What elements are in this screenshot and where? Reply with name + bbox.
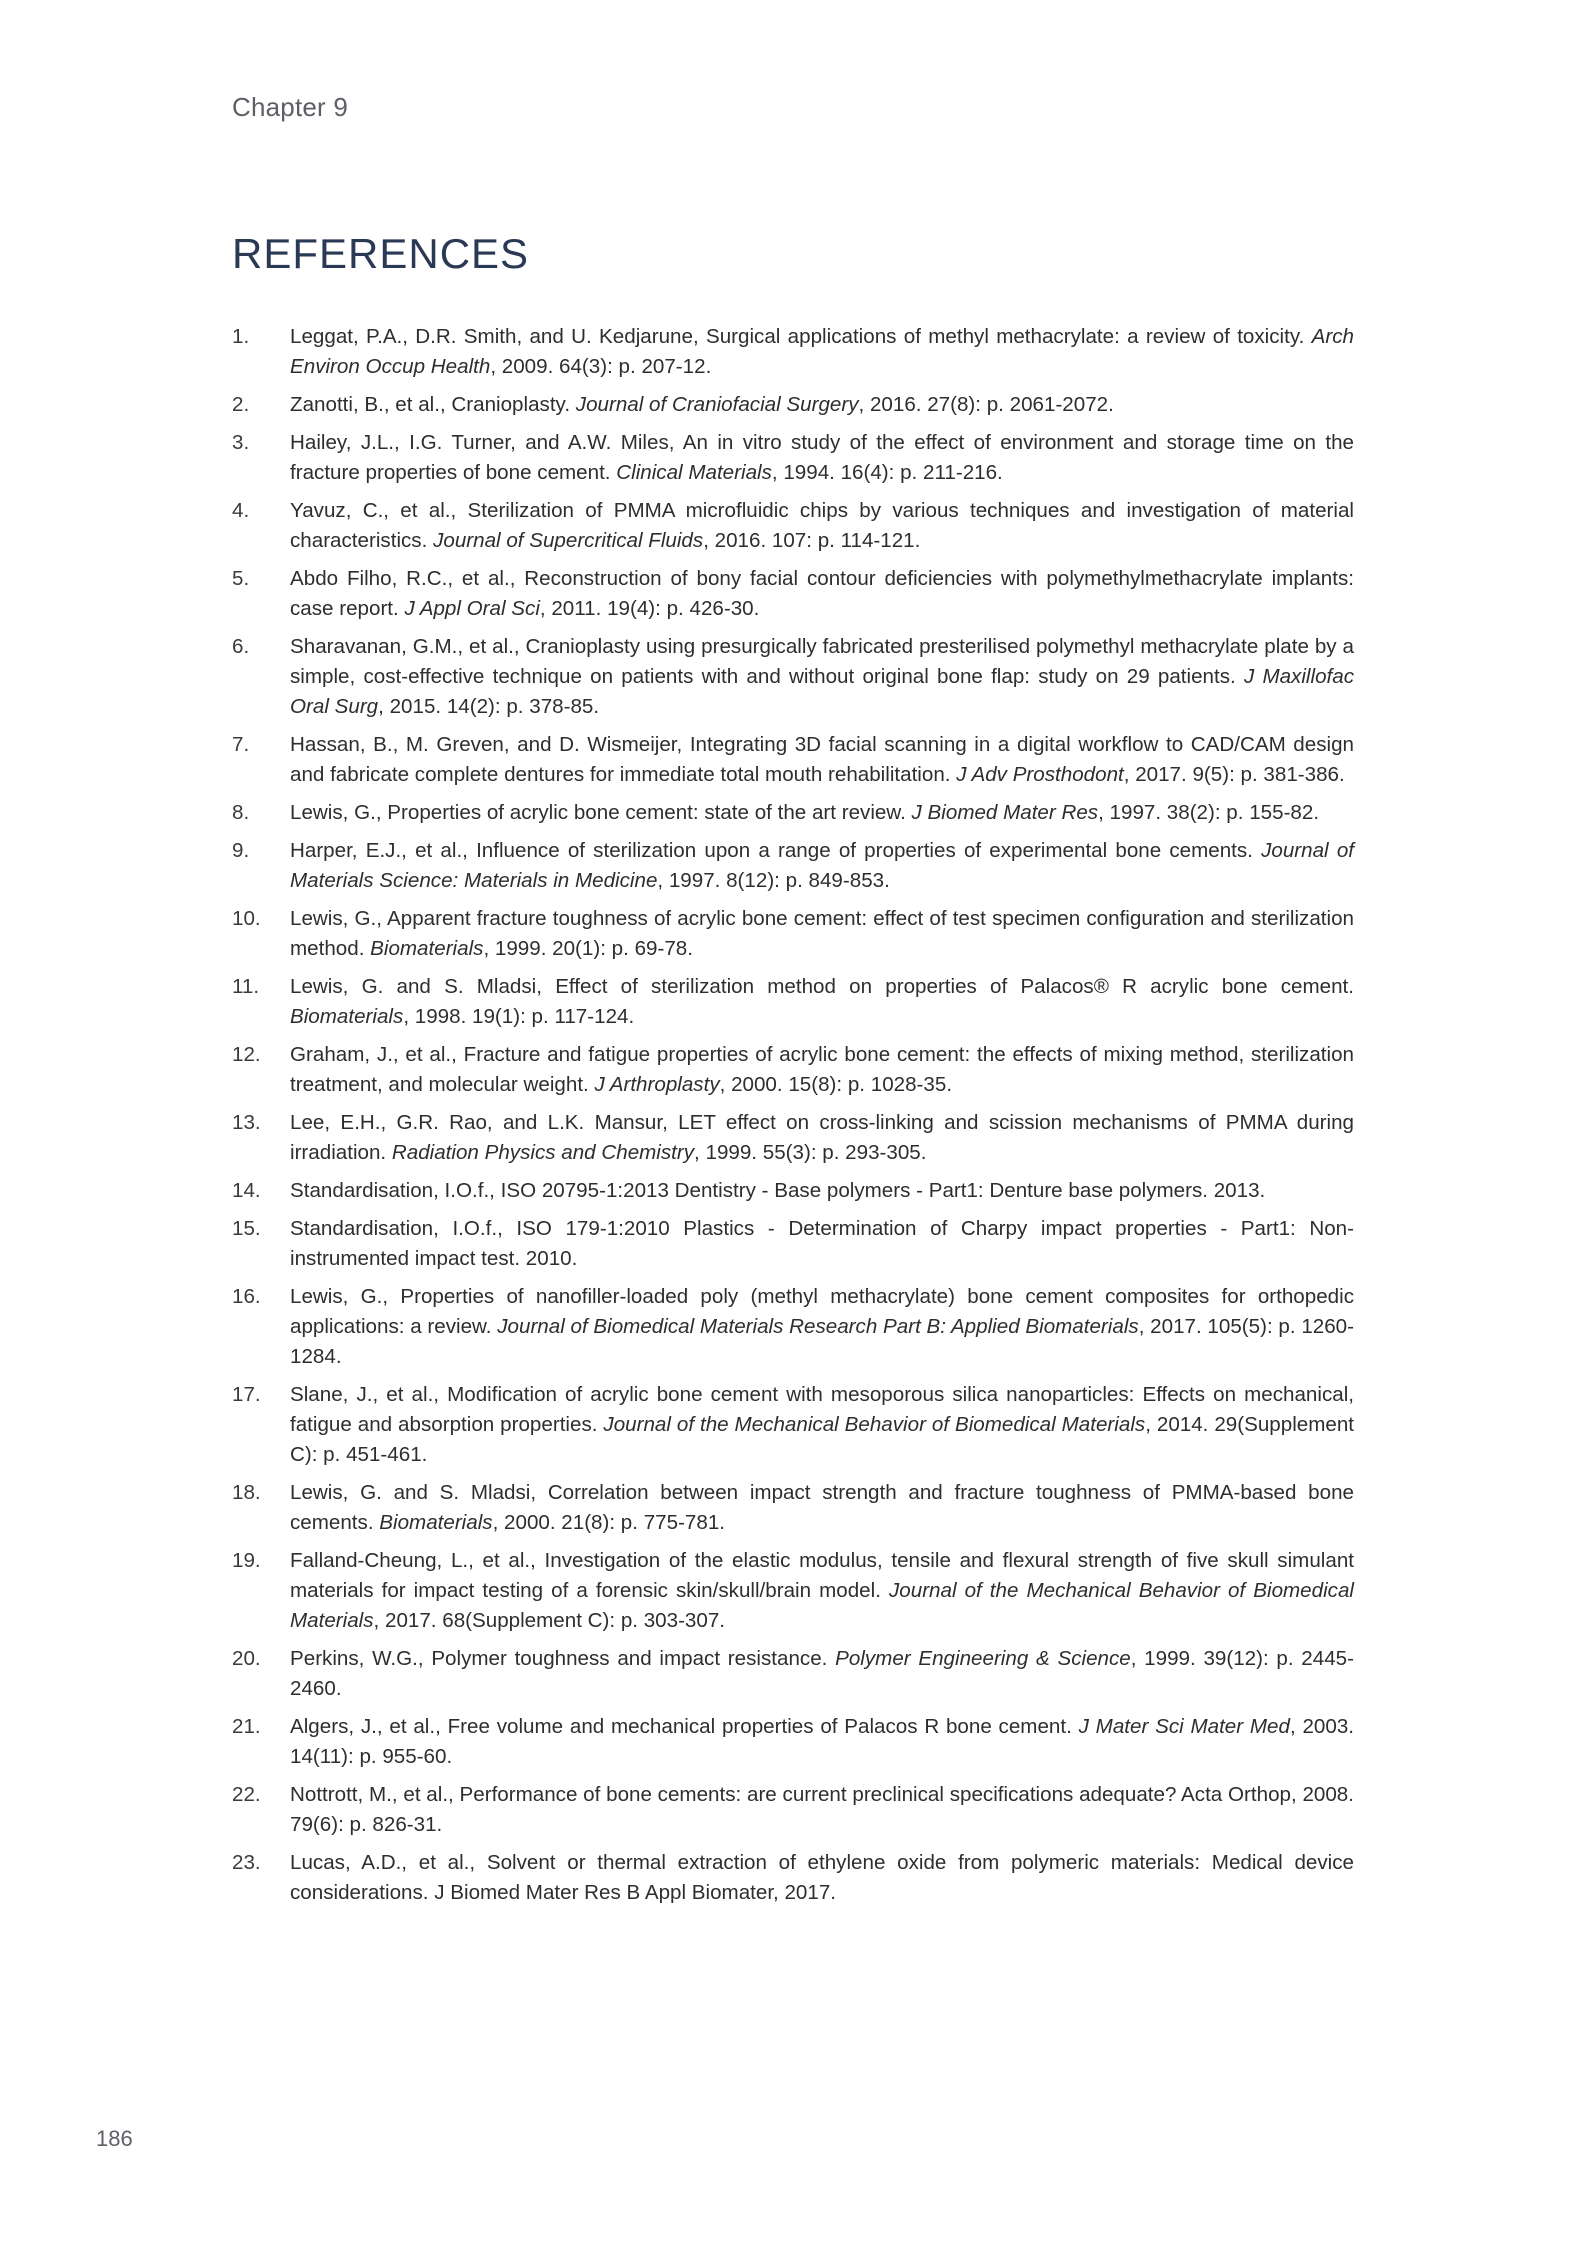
reference-text (290, 1712, 1354, 1772)
reference-journal: J Biomed Mater Res (911, 801, 1099, 824)
reference-citation: Sharavanan, G.M., et al., Cranioplasty using presurgically fabricated presterilised polymethyl methacrylate plate by a simple, cost-effective technique on patients with and without original bone flap: study on 29 patients. (290, 635, 1354, 688)
reference-text (290, 322, 1354, 382)
reference-text (290, 1546, 1354, 1636)
reference-text (290, 1380, 1354, 1470)
reference-details: , 1997. 38(2): p. 155-82. (1098, 801, 1320, 824)
reference-citation: Lucas, A.D., et al., Solvent or thermal extraction of ethylene oxide from polymeric materials: Medical device considerations. J Biomed Mater Res B Appl Biomater, 2017. (290, 1851, 1354, 1904)
reference-journal: Journal of Supercritical Fluids (433, 529, 704, 552)
reference-item (232, 1712, 1354, 1772)
reference-item (232, 428, 1354, 488)
reference-details: , 1994. 16(4): p. 211-216. (771, 461, 1003, 484)
reference-citation: Lewis, G., Properties of nanofiller-loaded poly (methyl methacrylate) bone cement composites for orthopedic applications: a review. (290, 1285, 1354, 1338)
reference-details: , 2014. 29(Supplement C): p. 451-461. (290, 1413, 1355, 1466)
reference-citation: Lee, E.H., G.R. Rao, and L.K. Mansur, LET effect on cross-linking and scission mechanisms of PMMA during irradiation. (290, 1111, 1354, 1164)
reference-number: 9. (232, 839, 250, 862)
reference-details: , 2009. 64(3): p. 207-12. (490, 355, 712, 378)
reference-number: 3. (232, 431, 250, 454)
reference-details: , 2017. 9(5): p. 381-386. (1123, 763, 1345, 786)
reference-item (232, 798, 1354, 828)
reference-number: 1. (232, 325, 250, 348)
reference-text (290, 390, 1354, 420)
reference-number: 18. (232, 1481, 261, 1504)
reference-details: , 1997. 8(12): p. 849-853. (657, 869, 890, 892)
reference-text (290, 1176, 1354, 1206)
reference-item (232, 1176, 1354, 1206)
reference-item (232, 1848, 1354, 1908)
reference-item (232, 496, 1354, 556)
reference-text (290, 836, 1354, 896)
reference-item (232, 322, 1354, 382)
reference-citation: Standardisation, I.O.f., ISO 179-1:2010 Plastics - Determination of Charpy impact properties - Part1: Non-instrumented impact test. 2010. (290, 1217, 1354, 1270)
reference-text (290, 1478, 1354, 1538)
reference-details: , 2016. 107: p. 114-121. (703, 529, 921, 552)
reference-citation: Standardisation, I.O.f., ISO 20795-1:2013 Dentistry - Base polymers - Part1: Denture base polymers. 2013. (290, 1179, 1266, 1202)
reference-citation: Lewis, G., Apparent fracture toughness of acrylic bone cement: effect of test specimen configuration and sterilization method. (290, 907, 1354, 960)
reference-list (232, 322, 1354, 1916)
reference-item (232, 1780, 1354, 1840)
reference-text (290, 1848, 1354, 1908)
reference-number: 12. (232, 1043, 261, 1066)
reference-journal: Journal of Biomedical Materials Research Part B: Applied Biomaterials (497, 1315, 1139, 1338)
reference-journal: Arch Environ Occup Health (290, 325, 1354, 378)
reference-item (232, 1380, 1354, 1470)
reference-citation: Slane, J., et al., Modification of acrylic bone cement with mesoporous silica nanoparticles: Effects on mechanical, fatigue and absorption properties. (290, 1383, 1354, 1436)
reference-citation: Lewis, G., Properties of acrylic bone cement: state of the art review. (290, 801, 912, 824)
reference-journal: Journal of the Mechanical Behavior of Biomedical Materials (290, 1579, 1354, 1632)
reference-details: , 2015. 14(2): p. 378-85. (378, 695, 600, 718)
reference-details: , 1999. 55(3): p. 293-305. (694, 1141, 927, 1164)
reference-item (232, 1546, 1354, 1636)
reference-item (232, 904, 1354, 964)
page-number: 186 (96, 2126, 133, 2151)
reference-citation: Leggat, P.A., D.R. Smith, and U. Kedjarune, Surgical applications of methyl methacrylate: a review of toxicity. (290, 325, 1312, 348)
reference-text (290, 1040, 1354, 1100)
reference-number: 11. (232, 975, 260, 998)
reference-details: , 2017. 68(Supplement C): p. 303-307. (373, 1609, 726, 1632)
reference-journal: Biomaterials (290, 1005, 404, 1028)
reference-journal: Biomaterials (370, 937, 484, 960)
reference-number: 19. (232, 1549, 261, 1572)
reference-item (232, 390, 1354, 420)
reference-details: , 2003. 14(11): p. 955-60. (290, 1715, 1355, 1768)
reference-number: 17. (232, 1383, 261, 1406)
reference-item (232, 1108, 1354, 1168)
reference-journal: Polymer Engineering & Science (835, 1647, 1131, 1670)
reference-item (232, 1644, 1354, 1704)
reference-item (232, 1214, 1354, 1274)
reference-citation: Abdo Filho, R.C., et al., Reconstruction of bony facial contour deficiencies with polymethylmethacrylate implants: case report. (290, 567, 1354, 620)
reference-text (290, 1780, 1354, 1840)
reference-number: 22. (232, 1783, 261, 1806)
reference-number: 7. (232, 733, 250, 756)
reference-text (290, 1214, 1354, 1274)
reference-citation: Hailey, J.L., I.G. Turner, and A.W. Miles, An in vitro study of the effect of environment and storage time on the fracture properties of bone cement. (290, 431, 1354, 484)
chapter-header: Chapter 9 (232, 92, 348, 122)
reference-journal: Journal of Materials Science: Materials in Medicine (290, 839, 1354, 892)
reference-item (232, 836, 1354, 896)
reference-journal: Journal of Craniofacial Surgery (575, 393, 859, 416)
reference-number: 4. (232, 499, 250, 522)
reference-number: 21. (232, 1715, 261, 1738)
reference-text (290, 798, 1354, 828)
reference-number: 13. (232, 1111, 261, 1134)
reference-citation: Perkins, W.G., Polymer toughness and impact resistance. (290, 1647, 836, 1670)
reference-item (232, 1478, 1354, 1538)
reference-journal: Clinical Materials (616, 461, 772, 484)
reference-number: 15. (232, 1217, 261, 1240)
reference-number: 6. (232, 635, 250, 658)
reference-citation: Graham, J., et al., Fracture and fatigue properties of acrylic bone cement: the effects of mixing method, sterilization treatment, and molecular weight. (290, 1043, 1354, 1096)
reference-details: , 2000. 21(8): p. 775-781. (492, 1511, 726, 1534)
reference-details: , 2017. 105(5): p. 1260-1284. (290, 1315, 1354, 1368)
reference-item (232, 972, 1354, 1032)
reference-journal: J Maxillofac Oral Surg (290, 665, 1354, 718)
reference-citation: Zanotti, B., et al., Cranioplasty. (290, 393, 576, 416)
reference-details: , 1999. 20(1): p. 69-78. (483, 937, 693, 960)
reference-details: , 1998. 19(1): p. 117-124. (403, 1005, 635, 1028)
reference-item (232, 1282, 1354, 1372)
reference-text (290, 972, 1354, 1032)
reference-number: 20. (232, 1647, 261, 1670)
reference-citation: Lewis, G. and S. Mladsi, Correlation between impact strength and fracture toughness of PMMA-based bone cements. (290, 1481, 1354, 1534)
reference-details: , 2016. 27(8): p. 2061-2072. (858, 393, 1114, 416)
reference-journal: J Arthroplasty (594, 1073, 720, 1096)
reference-text (290, 730, 1354, 790)
reference-details: , 2000. 15(8): p. 1028-35. (719, 1073, 953, 1096)
reference-journal: Journal of the Mechanical Behavior of Biomedical Materials (603, 1413, 1146, 1436)
reference-text (290, 1644, 1354, 1704)
reference-item (232, 632, 1354, 722)
reference-details: , 1999. 39(12): p. 2445-2460. (290, 1647, 1354, 1700)
reference-journal: J Adv Prosthodont (956, 763, 1124, 786)
reference-journal: J Appl Oral Sci (404, 597, 540, 620)
reference-journal: Biomaterials (379, 1511, 493, 1534)
section-title: REFERENCES (232, 230, 530, 277)
reference-text (290, 904, 1354, 964)
reference-text (290, 1108, 1354, 1168)
reference-text (290, 564, 1354, 624)
reference-journal: J Mater Sci Mater Med (1078, 1715, 1290, 1738)
reference-number: 8. (232, 801, 250, 824)
reference-citation: Lewis, G. and S. Mladsi, Effect of sterilization method on properties of Palacos® R acrylic bone cement. (290, 975, 1354, 998)
reference-citation: Falland-Cheung, L., et al., Investigation of the elastic modulus, tensile and flexural strength of five skull simulant materials for impact testing of a forensic skin/skull/brain model. (290, 1549, 1354, 1602)
reference-citation: Yavuz, C., et al., Sterilization of PMMA microfluidic chips by various techniques and investigation of material characteristics. (290, 499, 1354, 552)
reference-text (290, 1282, 1354, 1372)
reference-number: 10. (232, 907, 261, 930)
reference-citation: Algers, J., et al., Free volume and mechanical properties of Palacos R bone cement. (290, 1715, 1079, 1738)
reference-text (290, 632, 1354, 722)
reference-citation: Harper, E.J., et al., Influence of sterilization upon a range of properties of experimental bone cements. (290, 839, 1262, 862)
reference-text (290, 496, 1354, 556)
reference-citation: Hassan, B., M. Greven, and D. Wismeijer, Integrating 3D facial scanning in a digital workflow to CAD/CAM design and fabricate complete dentures for immediate total mouth rehabilitation. (290, 733, 1354, 786)
reference-text (290, 428, 1354, 488)
reference-number: 14. (232, 1179, 261, 1202)
reference-journal: Radiation Physics and Chemistry (391, 1141, 695, 1164)
reference-number: 5. (232, 567, 250, 590)
reference-number: 2. (232, 393, 250, 416)
reference-details: , 2011. 19(4): p. 426-30. (539, 597, 760, 620)
reference-item (232, 1040, 1354, 1100)
reference-number: 16. (232, 1285, 261, 1308)
reference-item (232, 730, 1354, 790)
reference-citation: Nottrott, M., et al., Performance of bone cements: are current preclinical specifications adequate? Acta Orthop, 2008. 79(6): p. 826-31. (290, 1783, 1354, 1836)
reference-item (232, 564, 1354, 624)
reference-number: 23. (232, 1851, 261, 1874)
